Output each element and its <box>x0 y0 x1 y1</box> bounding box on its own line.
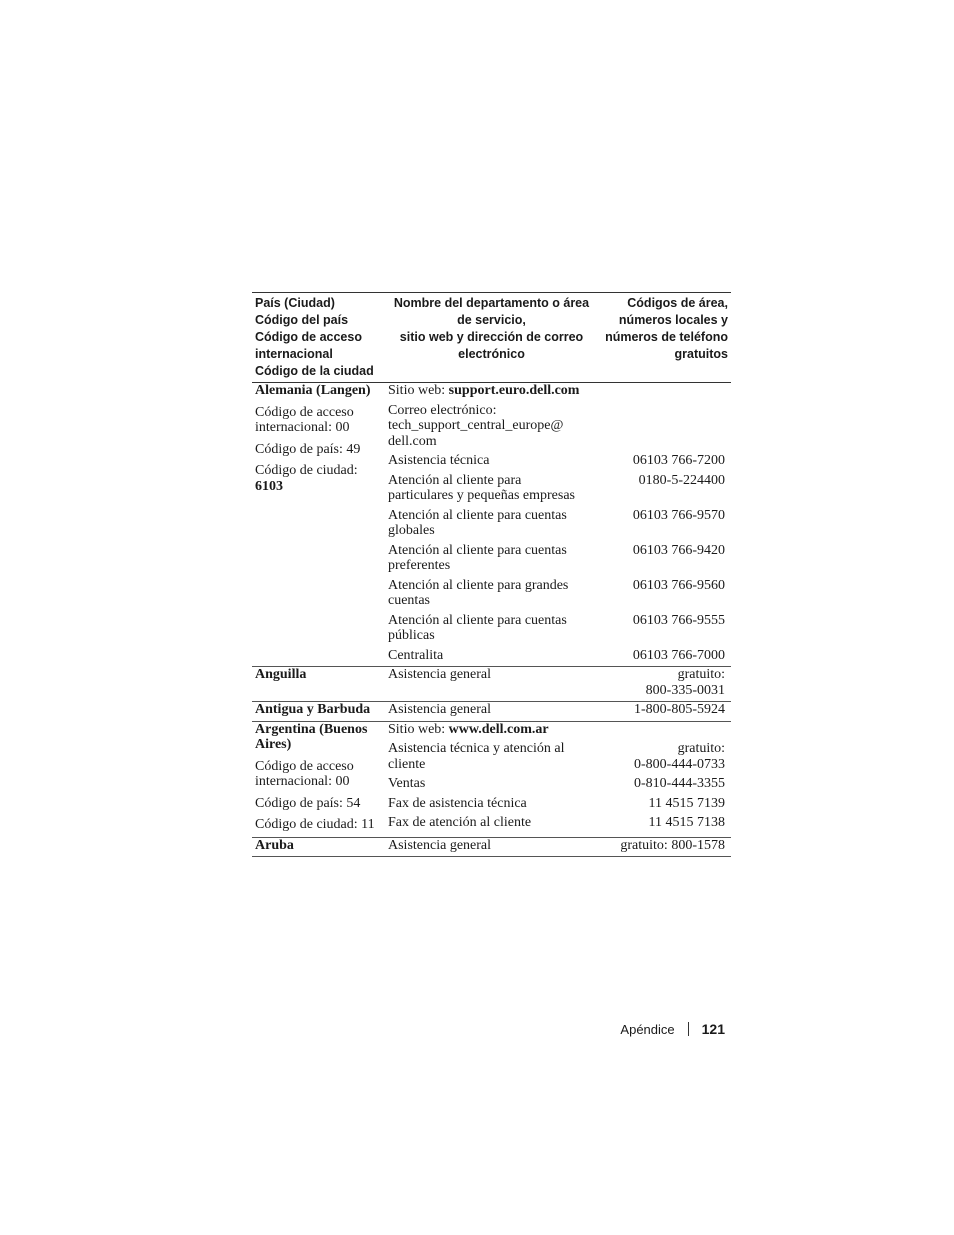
list-item: Asistencia general 1-800-805-5924 <box>385 702 731 721</box>
city-code: Código de ciudad: 6103 <box>255 463 358 494</box>
page-number: 121 <box>701 1021 725 1037</box>
access-code: Código de acceso internacional: 00 <box>255 404 354 435</box>
phone-number: 06103 766-9555 <box>632 612 725 628</box>
list-item: Correo electrónico: tech_support_central_europe@ dell.com <box>385 402 731 453</box>
list-item: Centralita 06103 766-7000 <box>385 647 731 667</box>
phone-number: 11 4515 7138 <box>648 815 725 830</box>
phone-number: 06103 766-9560 <box>632 577 725 593</box>
phone-number: 06103 766-9420 <box>632 542 725 558</box>
table-row-alemania <box>252 383 731 667</box>
list-item: Ventas 0-810-444-3355 <box>385 775 731 795</box>
phone-number: 06103 766-7000 <box>632 647 725 663</box>
country-name: Antigua y Barbuda <box>255 702 371 717</box>
country-cell <box>252 722 385 837</box>
phone-number: gratuito: 0-800-444-0733 <box>634 741 725 772</box>
table-row-aruba <box>252 838 731 858</box>
header-country-col: País (Ciudad) Código del país Código de acceso internacional Código de la ciudad <box>255 296 374 378</box>
list-item: Atención al cliente para cuentas preferentes 06103 766-9420 <box>385 542 731 577</box>
country-code: Código de país: 49 <box>255 441 361 457</box>
city-code: Código de ciudad: 11 <box>255 817 375 832</box>
list-item: Atención al cliente para grandes cuentas 06103 766-9560 <box>385 577 731 612</box>
contact-table <box>252 292 731 857</box>
list-item: Asistencia técnica 06103 766-7200 <box>385 452 731 472</box>
country-cell <box>252 667 385 701</box>
country-cell <box>252 838 385 857</box>
services-cell <box>385 838 731 857</box>
website-link[interactable]: www.dell.com.ar <box>448 721 549 737</box>
list-item: Asistencia técnica y atención al cliente gratuito: 0-800-444-0733 <box>385 740 731 775</box>
phone-number: 0180-5-224400 <box>638 472 725 488</box>
country-cell <box>252 383 385 666</box>
country-cell <box>252 702 385 721</box>
list-item: Asistencia general gratuito: 800-1578 <box>385 838 731 857</box>
page-footer <box>620 1021 725 1037</box>
services-cell <box>385 702 731 721</box>
header-department-col: Nombre del departamento o área de servicio, sitio web y dirección de correo electrónico <box>393 296 590 361</box>
phone-number: gratuito: 800-1578 <box>620 837 725 853</box>
email-link[interactable]: tech_support_central_europe@ <box>388 418 564 433</box>
header-numbers-col: Códigos de área, números locales y números de teléfono gratuitos <box>605 296 728 361</box>
phone-number: 0-810-444-3355 <box>634 776 725 791</box>
country-name: Anguilla <box>255 667 307 682</box>
footer-section: Apéndice <box>620 1021 675 1037</box>
list-item: Atención al cliente para cuentas globales 06103 766-9570 <box>385 507 731 542</box>
list-item: Fax de atención al cliente 11 4515 7138 <box>385 814 731 834</box>
services-cell <box>385 722 731 837</box>
services-cell <box>385 667 731 701</box>
phone-number: 1-800-805-5924 <box>634 702 725 717</box>
table-row-argentina <box>252 722 731 838</box>
list-item: Sitio web: www.dell.com.ar <box>388 721 549 737</box>
list-item: Fax de asistencia técnica 11 4515 7139 <box>385 795 731 815</box>
table-row-antigua <box>252 702 731 722</box>
phone-number: 11 4515 7139 <box>648 795 725 811</box>
list-item: Atención al cliente para particulares y pequeñas empresas 0180-5-224400 <box>385 472 731 507</box>
access-code: Código de acceso internacional: 00 <box>255 758 354 789</box>
country-name: Alemania (Langen) <box>255 383 371 398</box>
website-link[interactable]: support.euro.dell.com <box>448 383 580 398</box>
list-item: Sitio web: support.euro.dell.com <box>388 383 580 398</box>
country-name: Aruba <box>255 837 294 853</box>
phone-number: 06103 766-9570 <box>632 507 725 523</box>
table-header <box>252 292 731 383</box>
phone-number: 06103 766-7200 <box>632 453 725 468</box>
list-item: Asistencia general gratuito: 800-335-0031 <box>385 667 731 701</box>
country-name: Argentina (Buenos Aires) <box>255 721 368 752</box>
table-row-anguilla <box>252 667 731 702</box>
list-item: Atención al cliente para cuentas públicas 06103 766-9555 <box>385 612 731 647</box>
phone-number: gratuito: 800-335-0031 <box>645 667 725 698</box>
footer-divider <box>688 1022 689 1036</box>
country-code: Código de país: 54 <box>255 795 361 811</box>
services-cell <box>385 383 731 666</box>
